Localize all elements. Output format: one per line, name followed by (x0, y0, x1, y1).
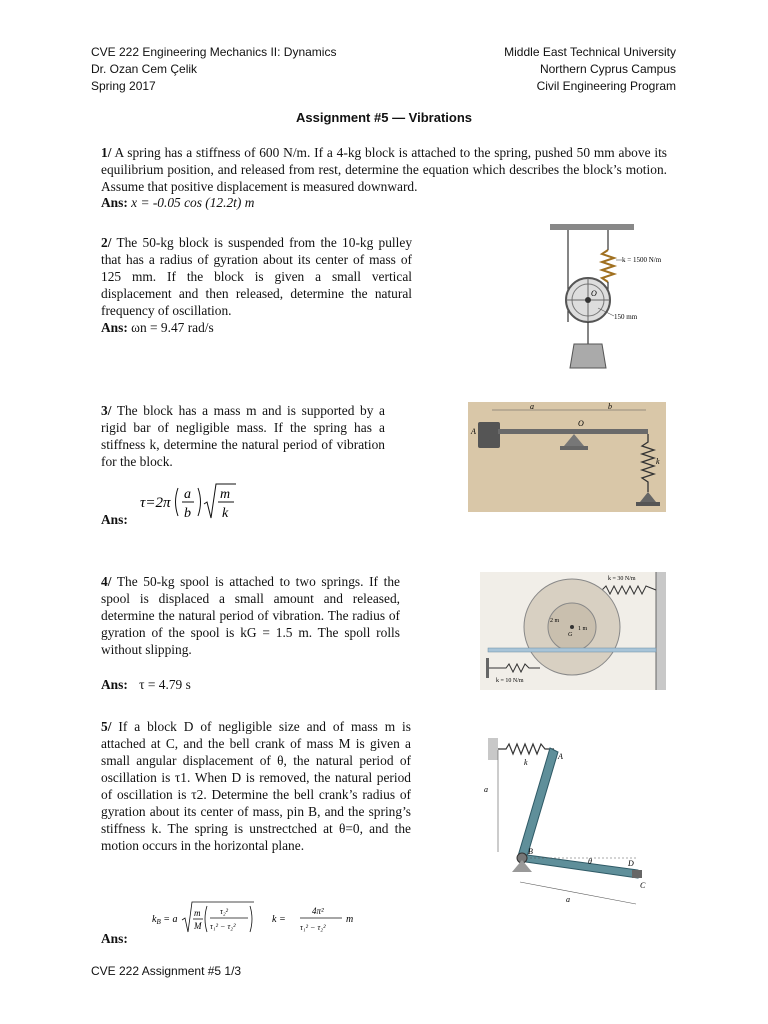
problem-3 (101, 402, 385, 470)
svg-text:M: M (194, 921, 202, 931)
label-G: G (568, 632, 573, 638)
block (570, 344, 606, 368)
header-right (380, 44, 676, 95)
svg-text:m: m (346, 914, 354, 925)
problem-5-answer-label: Ans: (101, 931, 128, 946)
label-stiffness: k = 1500 N/m (622, 256, 662, 264)
problem-3-answer-label: Ans: (101, 512, 128, 527)
label-O: O (578, 419, 584, 428)
spring (602, 250, 614, 282)
problem-4-answer-value: τ = 4.79 s (139, 677, 191, 692)
label-1m: 1 m (578, 626, 588, 632)
program: Civil Engineering Program (536, 79, 676, 93)
instructor: Dr. Ozan Cem Çelik (91, 62, 198, 76)
label-a-horizontal: a (566, 895, 570, 904)
svg-text:τ₂²: τ₂² (220, 907, 229, 916)
problem-1-text: A spring has a stiffness of 600 N/m. If a 4-kg block is attached to the spring, pushed 50 mm above its equilibrium position, and released from rest, determine the equation which describes the block’s motion. Assume that positive displacement is measured downward. (101, 145, 668, 194)
block-mass (478, 422, 500, 448)
label-B: B (528, 847, 533, 856)
problem-2 (101, 234, 412, 319)
svg-text:k: k (222, 506, 229, 521)
label-k-bottom: k = 10 N/m (496, 678, 524, 684)
footer: CVE 222 Assignment #5 1/3 (91, 964, 242, 978)
rail (488, 648, 656, 652)
problem-4 (101, 573, 400, 658)
figure-spool (480, 572, 666, 690)
block-d (632, 870, 642, 878)
problem-4-text: The 50-kg spool is attached to two springs. If the spool is displaced a small amount and released, determine the natural period of vibration. The radius of gyration of the spool is kG = 1.5 m. The spoll rolls without slipping. (101, 574, 400, 657)
svg-text:m: m (220, 487, 231, 502)
problem-5-formula (152, 898, 382, 938)
svg-text:kB = a: $k_B = a$ (152, 914, 178, 926)
problem-2-answer-value: ωn = 9.47 rad/s (131, 320, 214, 335)
problem-3-text: The block has a mass m and is supported by a rigid bar of negligible mass. If the spring has a stiffness k, determine the natural period of vibration for the block. (101, 403, 385, 469)
problem-2-answer: Ans: ωn = 9.47 rad/s (101, 320, 214, 335)
label-k5: k (524, 758, 528, 767)
header-left (91, 44, 411, 95)
course-title: CVE 222 Engineering Mechanics II: Dynamics (91, 45, 337, 59)
label-2m: 2 m (550, 618, 560, 624)
problem-1-number: 1/ (101, 145, 112, 160)
svg-text:a: a (184, 487, 191, 502)
term: Spring 2017 (91, 79, 156, 93)
figure-background (468, 402, 666, 512)
problem-3-number: 3/ (101, 403, 112, 418)
ceiling (550, 224, 634, 230)
svg-text:τ₁² − τ₂²: τ₁² − τ₂² (300, 923, 326, 932)
label-a: a (530, 402, 534, 411)
svg-text:k =: k = (272, 914, 286, 925)
figure-rigid-bar (468, 402, 666, 512)
problem-4-number: 4/ (101, 574, 112, 589)
spring-crank (498, 744, 554, 754)
label-b: b (608, 402, 612, 411)
svg-text:4π²: 4π² (312, 906, 324, 916)
label-o: O (591, 289, 597, 298)
problem-1 (101, 144, 667, 195)
label-k-top: k = 30 N/m (608, 576, 636, 582)
problem-2-text: The 50-kg block is suspended from the 10-kg pulley that has a radius of gyration about its center of mass of 125 mm. If the block is given a small vertical displacement and then released, determine the natural frequency of oscillation. (101, 235, 413, 318)
problem-3-formula (140, 480, 250, 524)
label-C: C (640, 881, 646, 890)
crank-arm-horizontal (520, 854, 638, 878)
label-D: D (628, 859, 634, 868)
formula-graphic-5 (152, 898, 382, 938)
label-A5: A (558, 752, 563, 761)
problem-1-answer: Ans: x = -0.05 cos (12.2t) m (101, 195, 255, 210)
problem-1-answer-value: x = -0.05 cos (12.2t) m (131, 195, 255, 210)
label-a-vertical: a (484, 785, 488, 794)
problem-5 (101, 718, 411, 854)
problem-5-number: 5/ (101, 719, 112, 734)
problem-4-answer: Ans: τ = 4.79 s (101, 677, 191, 692)
label-A: A (471, 427, 476, 436)
university: Middle East Technical University (504, 45, 676, 59)
label-k: k (656, 457, 660, 466)
problem-2-number: 2/ (101, 235, 112, 250)
label-theta: θ (588, 857, 592, 866)
problem-5-text: If a block D of negligible size and of mass m is attached at C, and the bell crank of mass M is given a small angular displacement of θ, the natural period of oscillation is τ1. When D is removed, the natural period of oscillation is τ2. Determine the bell crank’s radius of gyration about its center of mass, pin B, and the spring’s stiffness k. The spring is unstrectched at θ=0, and the motion occurs in the horizontal plane. (101, 719, 411, 853)
label-radius: 150 mm (614, 313, 638, 321)
svg-text:m: m (194, 908, 201, 918)
campus: Northern Cyprus Campus (539, 62, 676, 76)
figure-pulley (538, 222, 678, 370)
svg-text:b: b (184, 506, 191, 521)
rigid-bar (498, 429, 648, 434)
svg-text:τ₁² − τ₂²: τ₁² − τ₂² (210, 922, 236, 931)
figure-bell-crank (470, 732, 668, 916)
svg-text:τ=2π: τ=2π (140, 495, 171, 511)
page-title: Assignment #5 — Vibrations (295, 110, 473, 125)
formula-graphic (140, 480, 250, 524)
